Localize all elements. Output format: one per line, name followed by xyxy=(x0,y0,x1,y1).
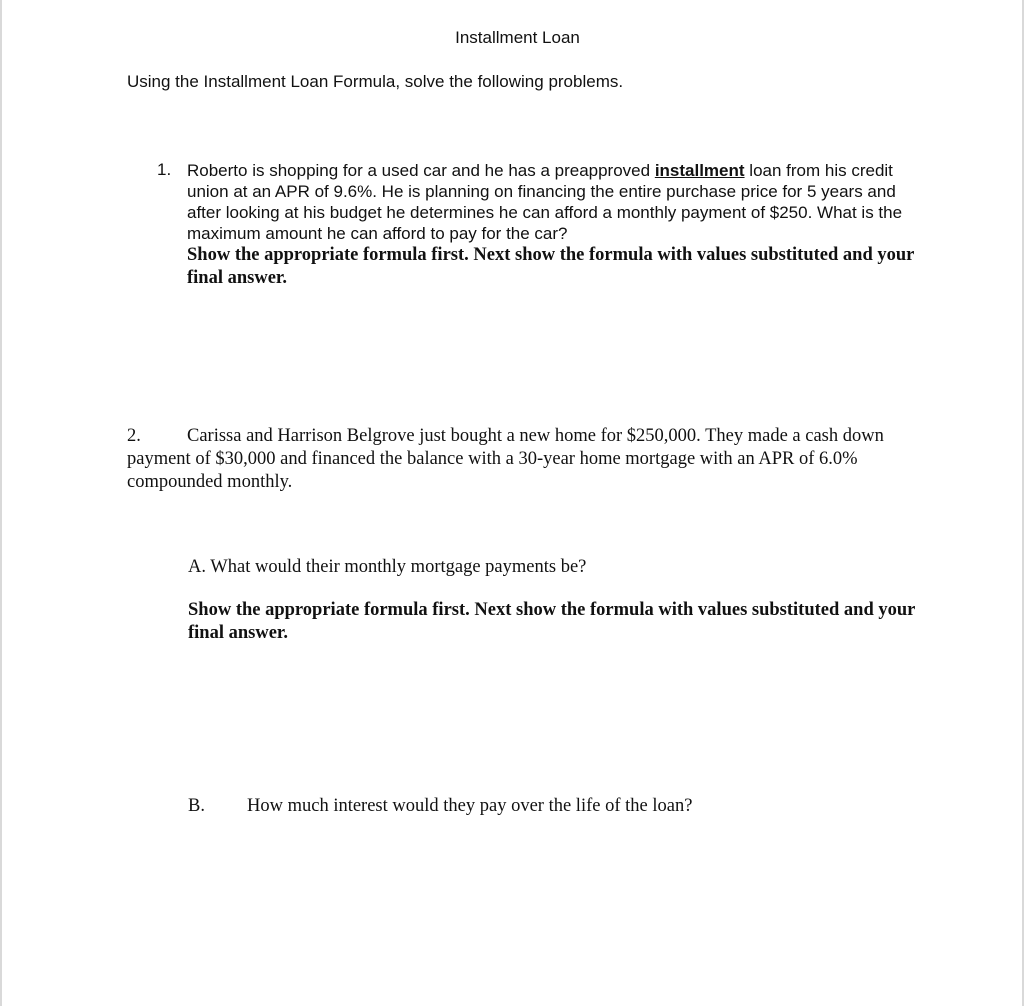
question-1-text xyxy=(187,160,917,244)
question-1-text-start: Roberto is shopping for a used car and he has a preapproved xyxy=(187,161,655,180)
page-title: Installment Loan xyxy=(455,28,580,47)
instructions-text: Using the Installment Loan Formula, solve the following problems. xyxy=(127,72,624,91)
question-2-text: Carissa and Harrison Belgrove just bought a new home for $250,000. They made a cash down payment of $30,000 and financed the balance with a 30-year home mortgage with an APR of 6.0% compounded monthly. xyxy=(127,426,884,492)
question-2b xyxy=(188,796,692,817)
question-1-text-end: loan from his credit union at an APR of 9.6%. He is planning on financing the entire purchase price for 5 years and after looking at his budget he determines he can afford a monthly payment of $250. What is the maximum amount he can afford to pay for the car? xyxy=(187,161,903,243)
question-2b-text: How much interest would they pay over the life of the loan? xyxy=(247,796,693,816)
question-2 xyxy=(127,425,907,494)
question-1-number: 1. xyxy=(157,160,172,179)
question-2a-instruction: Show the appropriate formula first. Next show the formula with values substituted and your final answer. xyxy=(188,600,916,643)
question-2a-label: A. xyxy=(188,557,206,577)
question-2a-text: What would their monthly mortgage payments be? xyxy=(210,557,587,577)
question-2a xyxy=(188,557,586,578)
question-1-keyword: installment xyxy=(654,161,745,180)
question-2b-label: B. xyxy=(188,796,205,816)
question-1-instruction: Show the appropriate formula first. Next show the formula with values substituted and your final answer. xyxy=(187,245,915,288)
question-2-number: 2. xyxy=(127,426,141,446)
